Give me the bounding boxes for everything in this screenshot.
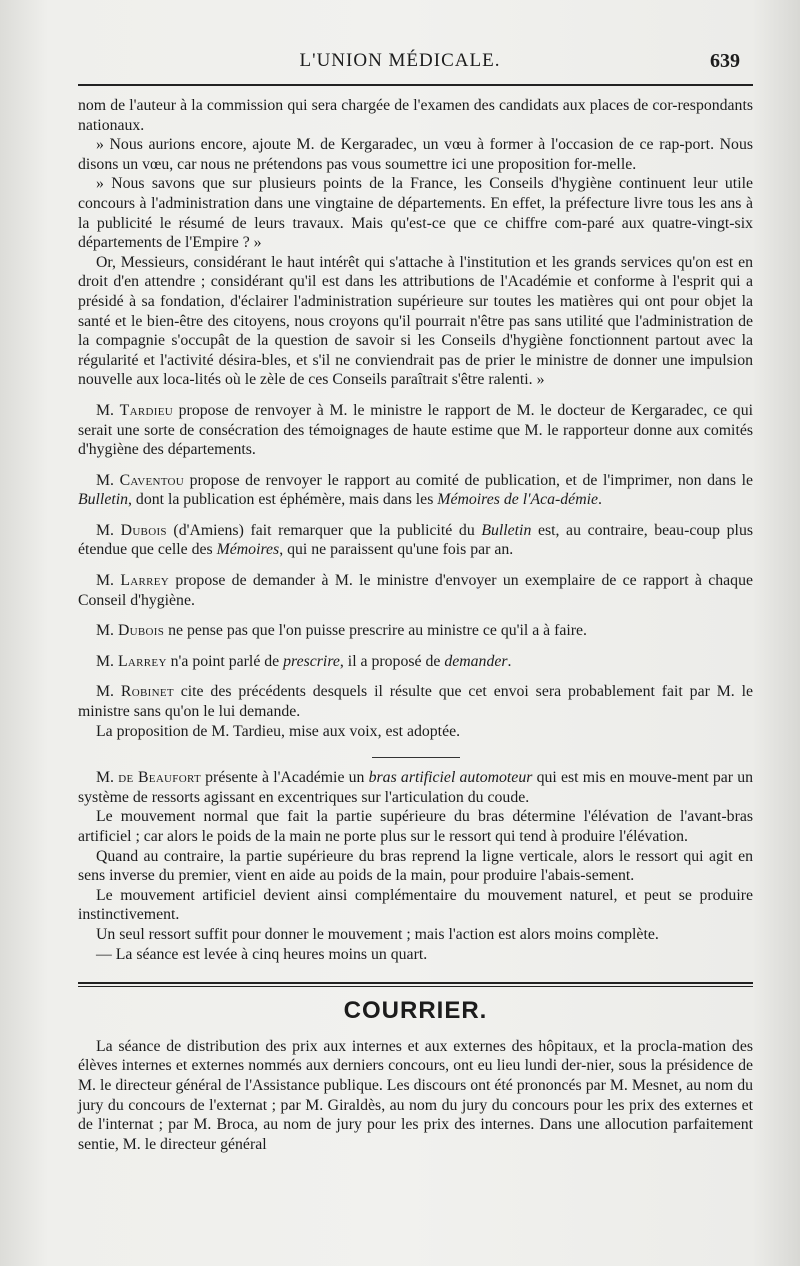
academy-report-text — [78, 96, 753, 964]
paragraph — [78, 682, 753, 721]
page-number: 639 — [710, 50, 740, 72]
text-run: propose de renvoyer le rapport au comité de publication, et de l'imprimer, non dans le — [184, 471, 753, 489]
italic-text: Bulletin — [78, 491, 129, 509]
text-run: , qui ne paraissent qu'une fois par an. — [279, 541, 514, 559]
paragraph — [78, 847, 753, 886]
paragraph — [78, 652, 753, 672]
text-run: M. — [96, 401, 120, 419]
text-run: Quand au contraire, la partie supérieure du bras reprend la ligne verticale, alors le ressort qui agit en sens inverse du premier, vient en aide au poids de la main, pour produire l'abais-sement. — [78, 847, 753, 885]
text-run: M. — [96, 652, 118, 670]
text-run: nom de l'auteur à la commission qui sera chargée de l'examen des candidats aux places de cor-respondants nationaux. — [78, 97, 753, 134]
speaker-name: Dubois — [117, 622, 165, 640]
text-run: . — [598, 491, 602, 509]
page-header — [0, 48, 800, 78]
paragraph — [78, 886, 753, 925]
text-run: Le mouvement normal que fait la partie supérieure du bras détermine l'élévation de l'avant-bras artificiel ; car alors le poids de la main ne porte plus sur le ressort qui tend à produire l'élévation. — [78, 808, 753, 845]
header-rule — [78, 84, 753, 86]
text-run: — La séance est levée à cinq heures moins un quart. — [96, 945, 428, 963]
paragraph — [78, 96, 753, 135]
paragraph — [78, 807, 753, 846]
text-run: est, au contraire, beau-coup plus étendue que celle des — [78, 521, 753, 559]
paragraph — [78, 174, 753, 252]
article-body — [78, 96, 753, 1154]
text-run: M. — [96, 521, 121, 539]
text-run: » Nous aurions encore, ajoute M. de Kergaradec, un vœu à former à l'occasion de ce rap-port. Nous disons un vœu, car nous ne prétendons pas vous soumettre ici une proposition for-melle. — [78, 136, 753, 173]
paragraph — [78, 471, 753, 510]
italic-text: prescrire — [283, 652, 340, 670]
short-separator — [372, 757, 460, 758]
speaker-name: de Beaufort — [118, 769, 201, 787]
text-run: . — [507, 652, 512, 670]
text-run: , dont la publication est éphémère, mais dans les — [128, 491, 438, 509]
paragraph — [78, 768, 753, 807]
running-title: L'UNION MÉDICALE. — [299, 50, 501, 71]
italic-text: Mémoires de l'Aca-démie — [437, 491, 598, 509]
text-run: cite des précédents desquels il résulte que cet envoi sera probablement fait par M. le ministre sans qu'on le lui demande. — [78, 683, 753, 721]
text-run: ne pense pas que l'on puisse prescrire au ministre ce qu'il a à faire. — [164, 622, 588, 640]
courrier-text — [78, 1037, 753, 1155]
paragraph — [78, 621, 753, 641]
text-run: M. — [96, 572, 121, 590]
text-run: n'a point parlé de — [166, 652, 284, 670]
text-run: Or, Messieurs, considérant le haut intérêt qui s'attache à l'institution et les grands services qu'on est en droit d'en attendre ; considérant qu'il est dans les attributions de l'Académie et conforme à l'esprit qui a présidé à sa fondation, d'éclairer l'administration supérieure sur toutes les matières qui ont pour objet la santé et le bien-être des citoyens, nous croyons qu'il pourrait n'être pas sans utilité que l'administration de la compagnie s'occupât de la question de savoir si les Conseils d'hygiène fonctionnent partout avec la régularité et l'activité désira-bles, et s'il ne conviendrait pas de prier le ministre de donner une impulsion nouvelle aux loca-lités où le zèle de ces Conseils paraîtrait s'être ralenti. » — [78, 253, 753, 389]
text-run: , il a proposé de — [339, 652, 445, 670]
text-run: propose de renvoyer à M. le ministre le rapport de M. le docteur de Kergaradec, ce qui serait une sorte de consécration des témoignages de haute estime que M. le rapporteur donne aux comités d'hygiène des départements. — [78, 401, 753, 459]
italic-text: demander — [444, 652, 508, 670]
section-divider — [78, 982, 753, 987]
speaker-name: Dubois — [120, 521, 167, 539]
section-title: COURRIER. — [343, 997, 488, 1025]
speaker-name: Robinet — [120, 683, 174, 701]
paragraph — [78, 925, 753, 945]
text-run: M. — [96, 683, 121, 701]
text-run: » Nous savons que sur plusieurs points de la France, les Conseils d'hygiène continuent leur utile concours à l'administration dans une vingtaine de départements. En effet, la préfecture livre tous les ans à la publicité le résumé de leurs travaux. Mais qu'est-ce que ce chiffre com-paré aux quatre-vingt-six départements de l'Empire ? » — [78, 175, 753, 252]
italic-text: Bulletin — [481, 521, 532, 539]
speaker-name: Caventou — [119, 471, 185, 489]
paragraph — [78, 571, 753, 610]
text-run: M. — [96, 769, 119, 787]
speaker-name: Larrey — [120, 572, 170, 590]
text-run: La proposition de M. Tardieu, mise aux voix, est adoptée. — [96, 722, 461, 740]
paragraph — [78, 1037, 753, 1155]
text-run: présente à l'Académie un — [200, 769, 369, 787]
text-run: (d'Amiens) fait remarquer que la publicité du — [166, 521, 482, 539]
text-run: M. — [96, 622, 118, 640]
text-run: Un seul ressort suffit pour donner le mouvement ; mais l'action est alors moins complète. — [96, 925, 659, 943]
italic-text: Mémoires — [216, 541, 280, 559]
speaker-name: Larrey — [117, 652, 167, 670]
paragraph — [78, 253, 753, 390]
text-run: Le mouvement artificiel devient ainsi complémentaire du mouvement naturel, et peut se produire instinctivement. — [78, 886, 753, 924]
italic-text: bras artificiel automoteur — [368, 769, 533, 787]
paragraph — [78, 945, 753, 965]
text-run: M. — [96, 471, 120, 489]
speaker-name: Tardieu — [119, 401, 173, 419]
paragraph — [78, 722, 753, 742]
paragraph — [78, 135, 753, 174]
text-run: propose de demander à M. le ministre d'envoyer un exemplaire de ce rapport à chaque Conseil d'hygiène. — [78, 572, 753, 609]
paragraph — [78, 401, 753, 460]
paragraph — [78, 521, 753, 560]
text-run: La séance de distribution des prix aux internes et aux externes des hôpitaux, et la procla-mation des élèves internes et externes nommés aux derniers concours, ont eu lieu lundi der-nier, sous la présidence de M. le directeur général de l'Assistance publique. Les discours ont été prononcés par M. Mesnet, au nom du jury du concours de l'externat ; par M. Giraldès, au nom du jury du concours pour les prix des externes et de l'internat ; par M. Broca, au nom de jury pour les prix des internes. Dans une allocution parfaitement sentie, M. le directeur général — [78, 1037, 753, 1153]
text-run: qui est mis en mouve-ment par un système de ressorts agissant en excentriques sur l'articulation du coude. — [78, 769, 754, 806]
